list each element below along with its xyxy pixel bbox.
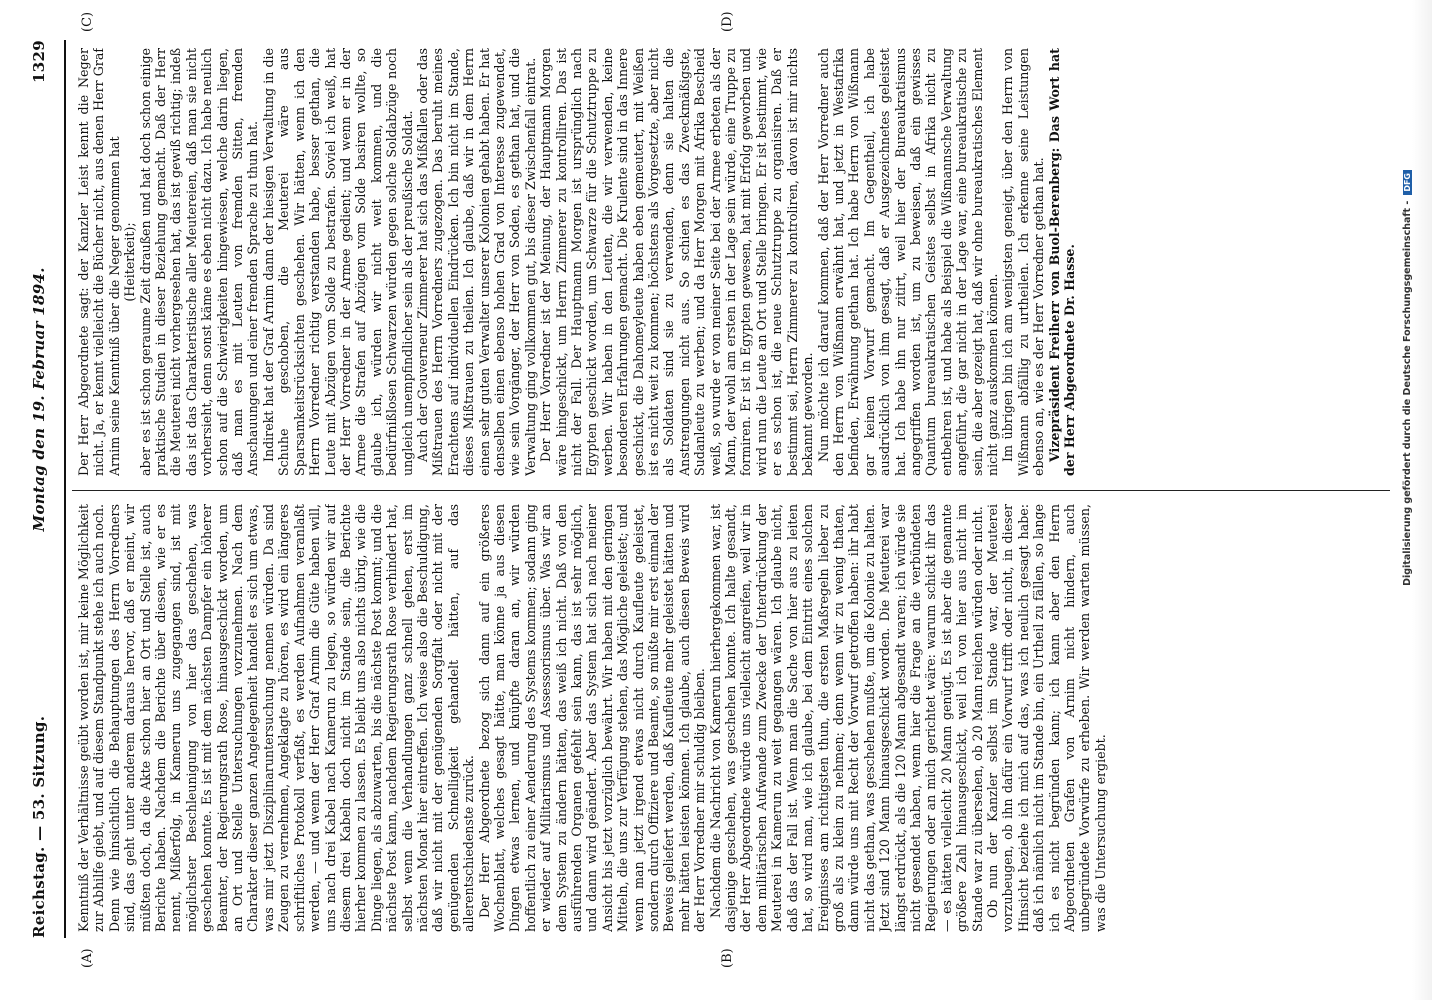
footer-text: Digitalisierung gefördert durch die Deutsche Forschungsgemeinschaft - — [1401, 200, 1413, 586]
header-date: Montag den 19. Februar 1894. — [30, 267, 48, 532]
margin-mark-a: (A) — [80, 948, 95, 968]
paragraph: Im übrigen bin ich am wenigsten geneigt, über den Herrn von Wißmann abfällig zu urtheilen. Ich erkenne seine Leistungen ebenso an, wie es der Herr Vorredner gethan hat. — [1000, 48, 1047, 476]
paragraph: aber es ist schon geraume Zeit draußen und hat doch schon einige praktische Studien in dieser Beziehung gemacht. Daß der Herr die Meuterei nicht vorhergesehen hat, das ist gewiß richtig; indeß das ist das Charakteristische aller Meutereien, daß man sie nicht vorhersieht, denn sonst käme es eben nicht dazu. Ich habe neulich schon auf die Schwierigkeiten hingewiesen, welche darin liegen, daß man es mit Leuten von fremden Sitten, fremden Anschauungen und einer fremden Sprache zu thun hat. — [137, 48, 261, 476]
speaker-paragraph: Vizepräsident Freiherr von Buol-Berenberg: Das Wort hat der Herr Abgeordnete Dr. Hasse. — [1046, 48, 1077, 476]
paragraph: Der Herr Abgeordnete bezog sich dann auf ein größeres Wochenblatt, welches gesagt hätte, man könne ja aus diesen Dingen etwas lernen, und knüpfte daran an, wir würden hoffentlich zu einer Aenderung des Systems kommen; sodann ging er wieder auf Militarismus und Assessorismus über. Was wir an dem System zu ändern hätten, das weiß ich nicht. Daß von den ausführenden Organen gefehlt sein kann, das ist sehr möglich, und dann wird geändert. Aber das System hat sich nach meiner Ansicht bis jetzt vorzüglich bewährt. Wir haben mit den geringen Mitteln, die uns zur Verfügung stehen, das Mögliche geleistet; und wenn man jetzt irgend etwas nicht durch Kaufleute geleistet, sondern durch Offiziere und Beamte, so müßte mir erst einmal der Beweis geliefert werden, daß Kaufleute mehr geleistet hätten und mehr hätten leisten können. Ich glaube, auch diesen Beweis wird der Herr Vorredner mir schuldig bleiben. — [476, 504, 708, 932]
margin-mark-b: (B) — [720, 948, 735, 968]
right-column — [76, 48, 1386, 476]
paragraph: Indirekt hat der Graf Arnim dann der hiesigen Verwaltung in die Schuhe geschoben, die Meuterei wäre aus Sparsamkeitsrücksichten geschehen. Wir hätten, wenn ich den Herrn Vorredner richtig verstanden habe, besser gethan, die Leute mit Abzügen vom Solde zu bestrafen. Soviel ich weiß, hat der Herr Vorredner in der Armee gedient; und wenn er in der Armee die Strafen auf Abzügen vom Solde basiren wollte, so glaube ich, würden wir nicht weit kommen, und die bedürfnißlosen Schwarzen würden gegen solche Soldabzüge noch ungleich unempfindlicher sein als der preußische Soldat. — [260, 48, 415, 476]
paragraph: Nun möchte ich darauf kommen, daß der Herr Vorredner auch den Herrn von Wißmann erwähnt hat, und jetzt in Westafrika befinden, Erwähnung gethan hat. Ich habe Herrn von Wißmann gar keinen Vorwurf gemacht. Im Gegentheil, ich habe ausdrücklich von ihm gesagt, daß er Ausgezeichnetes geleistet hat. Ich habe ihn nur zitirt, weil hier der Bureaukratismus angegriffen worden ist, um zu beweisen, daß ein gewisses Quantum bureaukratischen Geistes selbst in Afrika nicht zu entbehren ist, und habe als Beispiel die Wißmannsche Verwaltung angeführt, die gar nicht in der Lage war, eine bureaukratische zu sein, die aber gezeigt hat, daß wir ohne bureaukratisches Element nicht ganz auskommen können. — [815, 48, 1000, 476]
paragraph: Auch der Gouverneur Zimmerer hat sich das Mißfallen oder das Mißtrauen des Herrn Vorredners zugezogen. Das beruht meines Erachtens auf individuellen Eindrücken. Ich bin nicht im Stande, dieses Mißtrauen zu theilen. Ich glaube, daß wir in dem Herrn einen sehr guten Verwalter unserer Kolonien gehabt haben. Er hat denselben einen ebenso hohen Grad von Interesse zugewendet, wie sein Vorgänger, der Herr von Soden, es gethan hat, und die Verwaltung ging vollkommen gut, bis dieser Zwischenfall eintrat. — [414, 48, 538, 476]
paragraph: Der Herr Vorredner ist der Meinung, der Hauptmann Morgen wäre hingeschickt, um Herrn Zimmerer zu kontrolliren. Das ist nicht der Fall. Der Hauptmann Morgen ist ursprünglich nach Egypten geschickt worden, um Schwarze für die Schutztruppe zu werben. Wir haben in den Leuten, die wir verwenden, keine besonderen Erfahrungen gemacht. Die Krulente sind in das Innere geschickt, die Dahomeyleute haben eben gemeutert, mit Weißen ist es nicht weit zu kommen; höchstens als Vorgesetzte, aber nicht als Soldaten sind sie zu verwenden, denn sie halten die Anstrengungen nicht aus. So schien es das Zweckmäßigste, Sudanleute zu werben; und da Herr Morgen mit Afrika Bescheid weiß, so wurde er von meiner Seite bei der Armee erbeten als der Mann, der wohl am ersten in der Lage sein würde, eine Truppe zu formiren. Er ist in Egypten gewesen, hat mit Erfolg geworben und wird nun die Leute an Ort und Stelle bringen. Er ist bestimmt, wie er es schon ist, die neue Schutztruppe zu organisiren. Daß er bestimmt sei, Herrn Zimmerer zu kontroliren, davon ist mir nichts bekannt geworden. — [538, 48, 816, 476]
header-left: Reichstag. — 53. Sitzung. — [30, 715, 48, 938]
column-divider — [72, 490, 1390, 491]
page-number: 1329 — [30, 40, 48, 83]
header-rule — [64, 40, 66, 938]
page-header — [30, 40, 58, 938]
dfg-logo: DFG — [1403, 170, 1412, 195]
left-column — [76, 504, 1386, 932]
scan-edge — [1412, 0, 1432, 1000]
margin-mark-c: (C) — [80, 11, 95, 32]
margin-mark-d: (D) — [720, 11, 735, 32]
interjection: (Heiterkeit); — [122, 222, 138, 302]
paragraph: Kenntniß der Verhältnisse geübt worden ist, mir keine Möglichkeit zur Abhilfe giebt, und auf diesem Standpunkt stehe ich auch noch. Denn wie hinsichtlich die Behauptungen des Herrn Vorredners sind, das geht unter anderem daraus hervor, daß er meint, wir müßten doch, da die Akte schon hier an Ort und Stelle ist, auch Berichte haben. Nachdem die Berichte über diesen, wie er es nennt, Mißerfolg, in Kamerun uns zugegangen sind, ist mit möglichster Beschleunigung von hier das geschehen, was geschehen konnte. Es ist mit dem nächsten Dampfer ein höherer Beamter, der Regierungsrath Rose, hinausgeschickt worden, um an Ort und Stelle Untersuchungen vorzunehmen. Nach dem Charakter dieser ganzen Angelegenheit handelt es sich um etwas, was mir jetzt Disziplinaruntersuchung nennen würden. Da sind Zeugen zu vernehmen, Angeklagte zu hören, es wird ein längeres schriftliches Protokoll verfaßt, es werden Aufnahmen veranlaßt werden, — und wenn der Herr Graf Arnim die Güte haben will, uns nach drei Kabel nach Kamerun zu legen, so würden wir auf diesem drei Kabeln doch nicht im Stande sein, die Berichte hierher kommen zu lassen. Es bleibt uns also nichts übrig, wie die Dinge liegen, als abzuwarten, bis die nächste Post kommt; und die nächste Post kann, nachdem Regierungsrath Rose verhindert hat, selbst wenn die Verhandlungen ganz schnell gehen, erst im nächsten Monat hier eintreffen. Ich weise also die Beschuldigung, daß wir nicht mit der genügenden Sorgfalt oder nicht mit der genügenden Schnelligkeit gehandelt hätten, auf das allerentschiedenste zurück. — [76, 504, 477, 932]
paragraph: Der Herr Abgeordnete sagt: der Kanzler Leist kennt die Neger nicht. Ja, er kennt vielleicht die Bücher nicht, aus denen Herr Graf Arnim seine Kenntniß über die Neger genommen hat — [76, 48, 122, 476]
paragraph: Ob nun der Kanzler selbst im Stande war, der Meuterei vorzubeugen, ob ihn dafür ein Vorwurf trifft oder nicht, in dieser Hinsicht beziehe ich mich auf das, was ich neulich gesagt habe: daß ich nämlich nicht im Stande bin, ein Urtheil zu fällen, so lange ich es nicht begründen kann; ich kann aber den Herrn Abgeordneten Grafen von Arnim nicht hindern, auch unbegründete Vorwürfe zu erheben. Wir werden warten müssen, was die Untersuchung ergiebt. — [984, 504, 1108, 932]
paragraph: Nachdem die Nachricht von Kamerun hierhergekommen war, ist dasjenige geschehen, was geschehen konnte. Ich halte gesandt, der Herr Abgeordnete würde uns vielleicht angreifen, weil wir in dem militärischen Aufwande zum Zwecke der Unterdrückung der Meuterei in Kamerun zu weit gegangen wären. Ich glaube nicht, daß das der Fall ist. Wenn man die Sache von hier aus zu leiten hat, so wird man, wie ich glaube, bei dem Eintritt eines solchen Ereignisses am richtigsten thun, die ersten Maßregeln lieber zu groß als zu klein zu nehmen; denn wenn wir zu wenig thaten, dann würde uns mit Recht der Vorwurf getroffen haben: ihr habt nicht das gethan, was geschehen mußte, um die Kolonie zu halten. Jetzt sind 120 Mann hinausgeschickt worden. Die Meuterei war längst erdrückt, als die 120 Mann abgesandt waren; ich würde sie nicht gesendet haben, wenn hier die Frage an die verbündeten Regierungen oder an mich gerichtet wäre: warum schickt ihr das — es hätten vielleicht 20 Mann genügt. Es ist aber die genannte größere Zahl hinausgeschickt, weil ich von hier aus nicht im Stande war zu übersehen, ob 20 Mann reichen würden oder nicht. — [707, 504, 985, 932]
